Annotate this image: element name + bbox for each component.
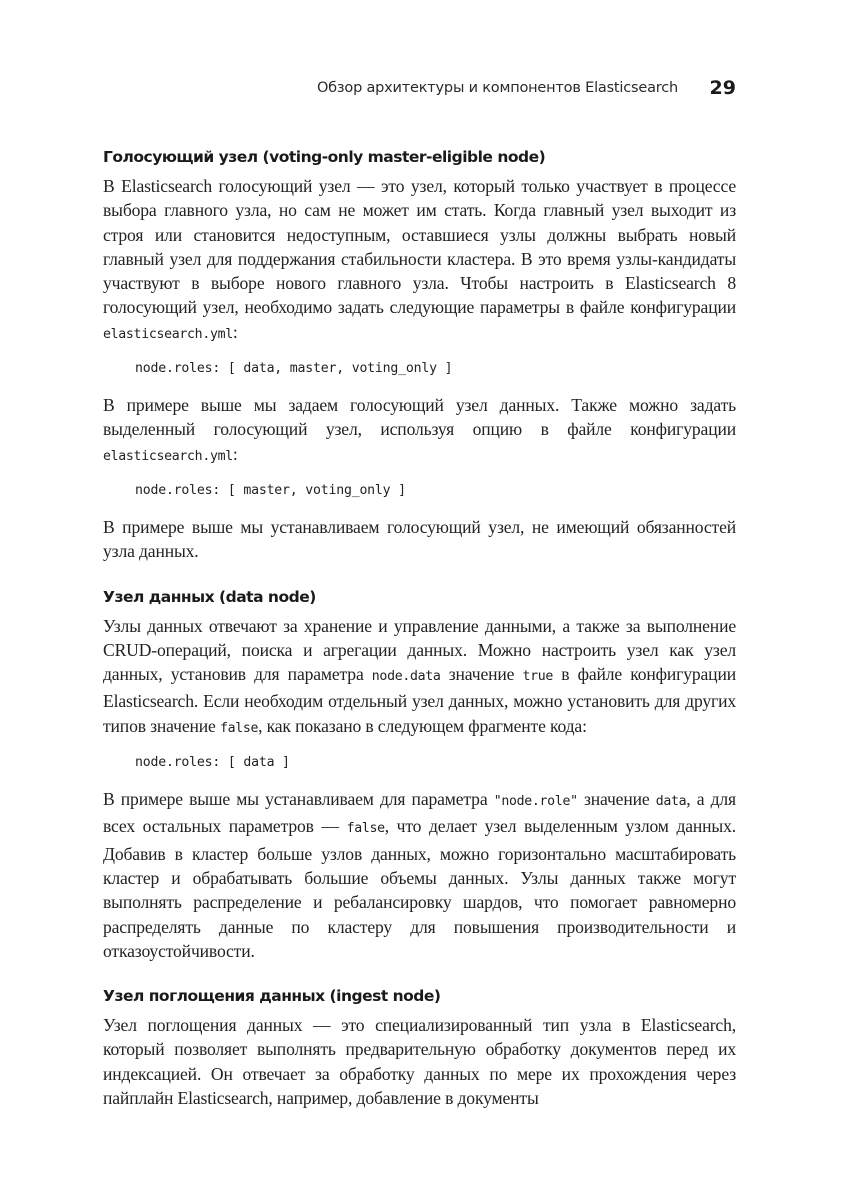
paragraph-text: : <box>232 443 238 464</box>
paragraph-text: В примере выше мы устанавливаем для параметра <box>103 789 494 810</box>
page-number: 29 <box>709 77 736 99</box>
inline-code: false <box>219 720 259 736</box>
section-heading: Узел поглощения данных (ingest node) <box>103 987 441 1006</box>
paragraph: В примере выше мы устанавливаем голосующий узел, не имеющий обязанностей узла данных. <box>103 516 736 562</box>
paragraph <box>103 174 736 347</box>
inline-code: elasticsearch.yml <box>103 448 233 464</box>
section-heading: Голосующий узел (voting-only master-eligible node) <box>103 148 546 166</box>
paragraph-text: Узлы данных отвечают за хранение и управление данными, а также за выполнение CRUD-операций, поиска и агрегации данных. Можно настроить узел как узел данных, установив для параметра <box>103 615 736 685</box>
paragraph-text: значение <box>440 664 523 685</box>
inline-code: elasticsearch.yml <box>103 326 233 342</box>
inline-code: "node.role" <box>493 794 578 810</box>
paragraph-text: : <box>232 321 238 342</box>
section-voting-only-node <box>103 146 736 564</box>
paragraph-text: , как показано в следующем фрагменте кода: <box>258 715 587 736</box>
running-header <box>0 78 849 104</box>
code-block: node.roles: [ data, master, voting_only ] <box>135 361 453 377</box>
inline-code: true <box>522 669 554 685</box>
paragraph-text: значение <box>577 789 656 810</box>
section-data-node <box>103 586 736 964</box>
paragraph-text: в файле конфигурации Elasticsearch. Если необходим отдельный узел данных, можно установить для других типов значение <box>103 664 736 736</box>
section-ingest-node <box>103 985 736 1110</box>
paragraph-text: , а для всех остальных параметров — <box>103 789 736 837</box>
paragraph: Узел поглощения данных — это специализированный тип узла в Elasticsearch, который позволяет выполнять предварительную обработку документов перед их индексацией. Он отвечает за обработку данных по мере их прохождения через пайплайн Elasticsearch, например, добавление в документы <box>103 1015 736 1109</box>
paragraph <box>103 614 736 741</box>
section-spacer <box>103 564 736 586</box>
section-heading: Узел данных (data node) <box>103 587 316 606</box>
section-spacer <box>103 963 736 985</box>
code-block: node.roles: [ master, voting_only ] <box>135 482 406 498</box>
inline-code: data <box>655 794 687 810</box>
inline-code: node.data <box>371 669 441 685</box>
paragraph-text: В примере выше мы задаем голосующий узел данных. Также можно задать выделенный голосующий узел, используя опцию в файле конфигурации <box>103 395 736 440</box>
running-title: Обзор архитектуры и компонентов Elasticsearch <box>316 80 678 96</box>
paragraph-text: , что делает узел выделенным узлом данных. Добавив в кластер больше узлов данных, можно горизонтально масштабировать кластер и обрабатывать большие объемы данных. Узлы данных также могут выполнять распределение и ребалансировку шардов, что помогает равномерно распределять данные по кластеру для повышения производительности и отказоустойчивости. <box>103 816 736 961</box>
paragraph <box>103 393 736 469</box>
paragraph-text: В Elasticsearch голосующий узел — это узел, который только участвует в процессе выбора главного узла, но сам не может им стать. Когда главный узел выходит из строя или становится недоступным, оставшиеся узлы должны выбрать новый главный узел для поддержания стабильности кластера. В это время узлы-кандидаты участвуют в выборе нового главного узла. Чтобы настроить в Elasticsearch 8 голосующий узел, необходимо задать следующие параметры в файле конфигурации <box>103 176 736 318</box>
inline-code: false <box>346 821 385 837</box>
page-body <box>103 146 736 1110</box>
paragraph <box>103 787 736 963</box>
code-block: node.roles: [ data ] <box>135 755 290 771</box>
